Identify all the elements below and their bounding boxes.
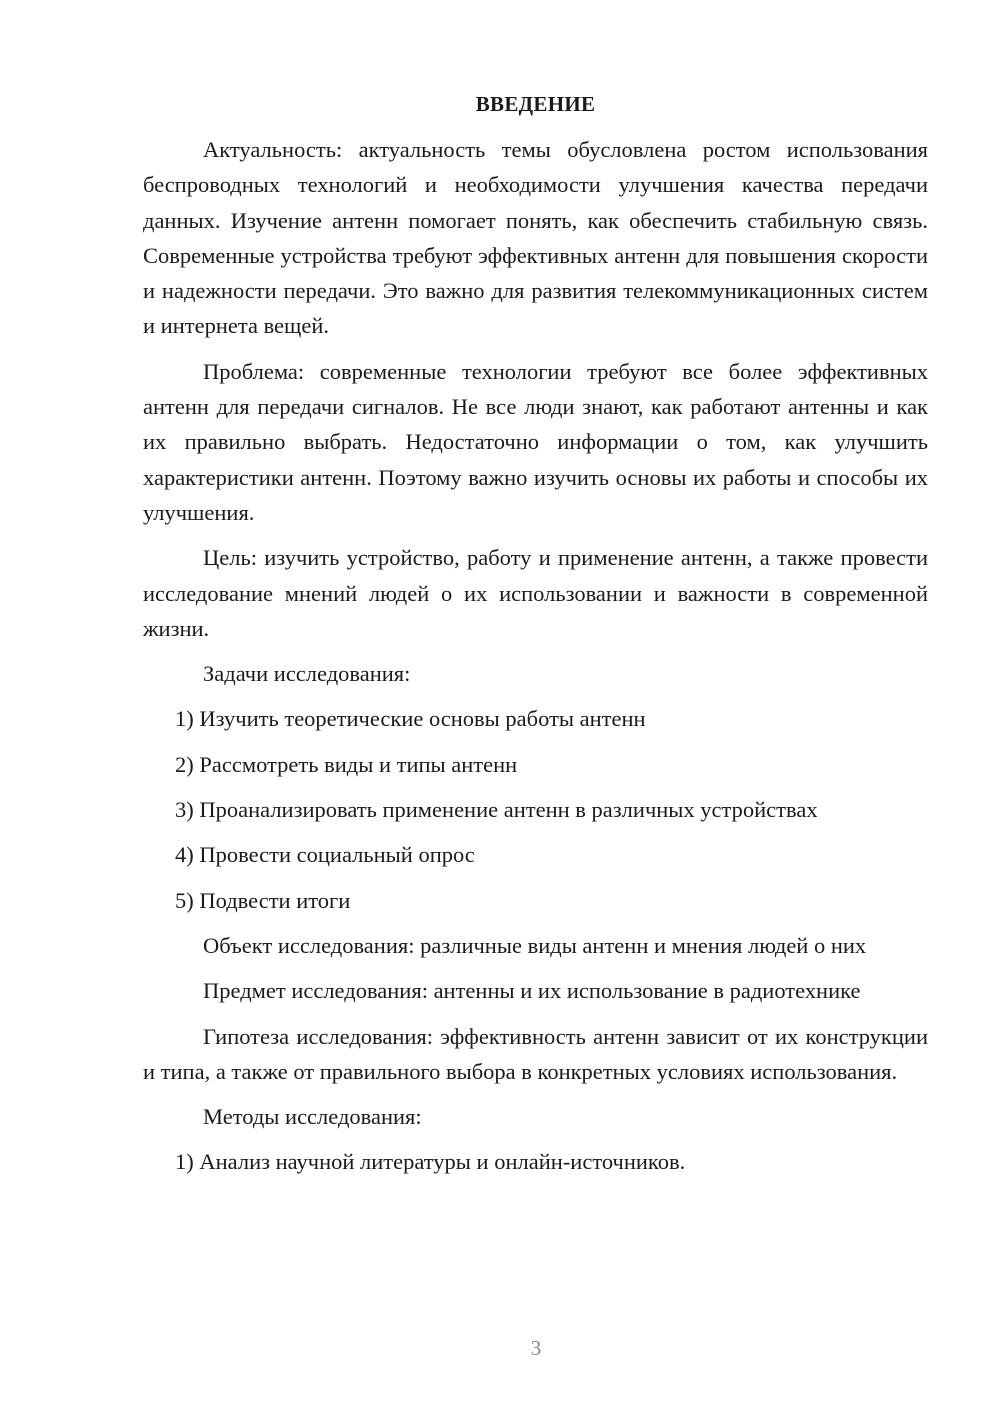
- subject-paragraph: Предмет исследования: антенны и их использование в радиотехнике: [203, 978, 861, 1004]
- tasks-heading: Задачи исследования:: [203, 661, 411, 687]
- list-item: 2) Рассмотреть виды и типы антенн: [175, 751, 518, 777]
- list-item: 1) Изучить теоретические основы работы антенн: [175, 706, 646, 732]
- methods-heading: Методы исследования:: [203, 1104, 422, 1130]
- list-item: 1) Анализ научной литературы и онлайн-источников.: [175, 1149, 686, 1175]
- list-item: 5) Подвести итоги: [175, 887, 351, 913]
- problem-paragraph: Проблема: современные технологии требуют все более эффективных антенн для передачи сигналов. Не все люди знают, как работают антенны и как их правильно выбрать. Недостаточно информации о том, как улучшить характеристики антенн. Поэтому важно изучить основы их работы и способы их улучшения.: [143, 358, 928, 525]
- object-paragraph: Объект исследования: различные виды антенн и мнения людей о них: [203, 932, 867, 958]
- methods-list: [143, 1144, 928, 1179]
- relevance-paragraph: Актуальность: актуальность темы обусловлена ростом использования беспроводных технологий и необходимости улучшения качества передачи данных. Изучение антенн помогает понять, как обеспечить стабильную связь. Современные устройства требуют эффективных антенн для повышения скорости и надежности передачи. Это важно для развития телекоммуникационных систем и интернета вещей.: [143, 137, 928, 339]
- goal-paragraph: Цель: изучить устройство, работу и применение антенн, а также провести исследование мнений людей о их использовании и важности в современной жизни.: [143, 545, 928, 641]
- list-item: 4) Провести социальный опрос: [175, 842, 475, 868]
- page-number: 3: [530, 1336, 542, 1360]
- tasks-list: [143, 701, 928, 917]
- page-title: ВВЕДЕНИЕ: [475, 92, 596, 116]
- hypothesis-paragraph: Гипотеза исследования: эффективность антенн зависит от их конструкции и типа, а также от правильного выбора в конкретных условиях использования.: [143, 1023, 928, 1084]
- page-content: [143, 90, 928, 1190]
- list-item: 3) Проанализировать применение антенн в различных устройствах: [175, 797, 818, 823]
